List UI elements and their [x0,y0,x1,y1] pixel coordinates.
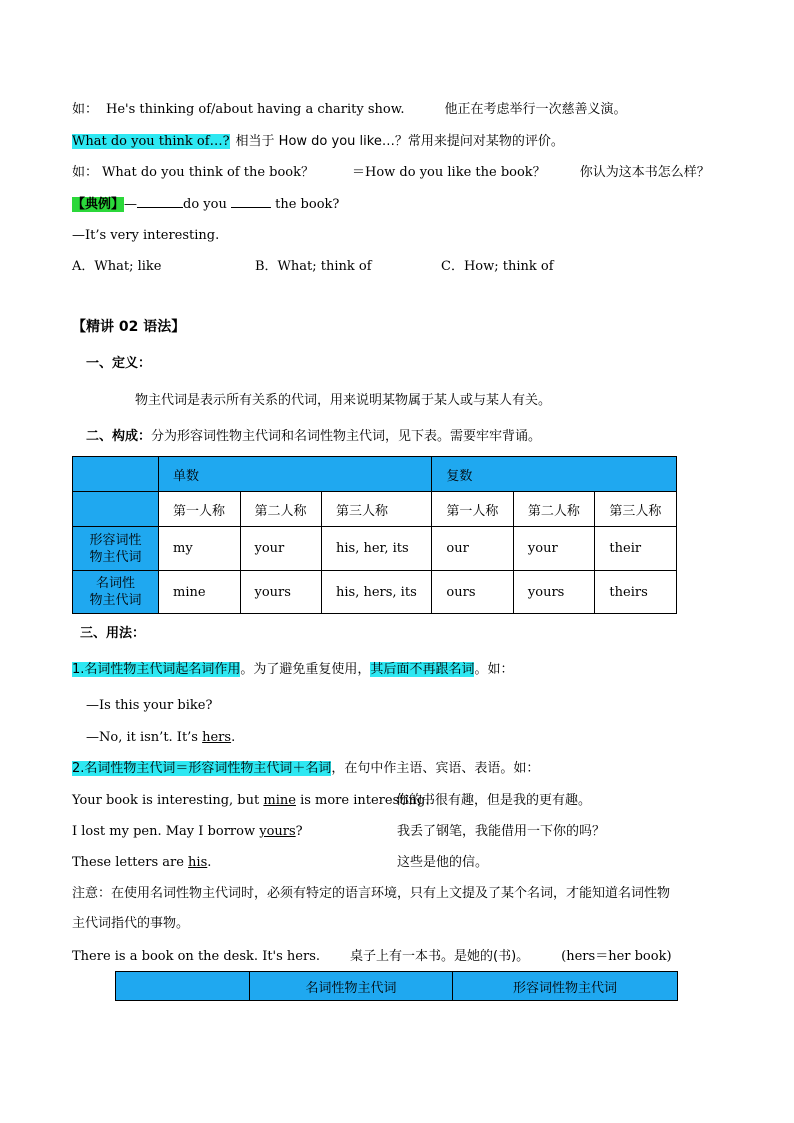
rule-text: ，在句中作主语、宾语、表语。如： [331,761,540,776]
corner-cell [116,972,250,1001]
chinese-translation: 桌子上有一本书。是她的(书)。 [350,949,530,964]
rule-highlight: 2.名词性物主代词＝形容词性物主代词＋名词 [72,761,332,776]
person-header: 第一人称 [432,492,514,527]
label-part: 形容词性 [89,532,142,548]
table-cell: yours [240,571,322,614]
example-line-3 [72,164,710,182]
plural-header: 复数 [432,457,677,492]
example-text: These letters are [72,855,189,870]
chinese-translation: 我丢了钢笔，我能借用一下你的吗？ [397,824,606,839]
example-text: . [207,855,212,870]
example-text: I lost my pen. May I borrow [72,824,260,839]
definition-text: 物主代词是表示所有关系的代词，用来说明某物属于某人或与某人有关。 [135,393,552,408]
corner-cell [73,457,159,492]
example-line-1 [72,101,626,119]
definition-label: 一、定义： [86,356,152,371]
prefix: 如： [72,102,99,117]
option-c: C．How; think of [441,259,554,274]
note-line-2: 主代词指代的事物。 [72,916,190,931]
adjective-pronoun-header: 形容词性物主代词 [453,972,678,1001]
noun-row [73,571,677,614]
table-cell: his, her, its [322,527,432,571]
example-line-2 [72,133,564,151]
example-tag: 【典例】 [72,197,125,212]
equivalent-question: ＝How do you like the book？ [352,165,546,180]
example-text: There is a book on the desk. It's hers. [72,949,321,964]
rule-text: 。如： [474,662,514,677]
table-cell: your [513,527,595,571]
example-text: Your book is interesting, but [72,793,264,808]
table-cell: theirs [595,571,677,614]
rule-highlight: 1.名词性物主代词起名词作用 [72,662,241,677]
singular-header: 单数 [159,457,432,492]
adjective-row [73,527,677,571]
label-part: 物主代词 [89,593,142,608]
person-header: 第三人称 [595,492,677,527]
person-header: 第二人称 [513,492,595,527]
label-part: 名词性 [95,576,135,591]
table-cell: yours [513,571,595,614]
english-sentence: He's thinking of/about having a charity show. [106,102,405,117]
row-label-adjective [73,527,159,571]
example-text: is more interesting. [295,793,430,808]
highlight-phrase: What do you think of…? [72,134,230,149]
example-4 [72,948,672,966]
chinese-translation: 他正在考虑举行一次慈善义演。 [444,102,627,117]
comparison-header-row [116,972,678,1001]
table-cell: their [595,527,677,571]
english-question: What do you think of the book？ [102,165,314,180]
usage-rule-1 [72,661,513,679]
chinese-translation: 你认为这本书怎么样？ [579,165,710,180]
chinese-translation: 这些是他的信。 [397,855,489,870]
underlined-word: yours [259,824,296,839]
chinese-translation: 你的书很有趣，但是我的更有趣。 [396,793,592,808]
table-cell: my [159,527,241,571]
noun-pronoun-header: 名词性物主代词 [250,972,453,1001]
table-cell: our [432,527,514,571]
table-cell: mine [159,571,241,614]
option-b: B．What; think of [255,259,372,274]
usage-heading: 三、用法： [80,626,146,641]
explanation: 相当于 How do you like…？常用来提问对某物的评价。 [235,134,564,149]
question-mid: do you [183,197,227,212]
option-a: A．What; like [72,259,162,274]
person-header: 第三人称 [322,492,432,527]
question-end: the book? [275,197,340,212]
rule-highlight: 不再跟名词 [409,662,475,677]
formation-label: 二、构成： [86,429,152,444]
dialog-answer [86,729,235,747]
table-cell: his, hers, its [322,571,432,614]
answer-line: —It’s very interesting. [72,228,220,243]
dialog-question: —Is this your bike? [86,698,213,713]
example-text: ? [295,824,303,839]
formation-text: 分为形容词性物主代词和名词性物主代词，见下表。需要牢牢背诵。 [151,429,542,444]
person-header: 第一人称 [159,492,241,527]
table-header-row [73,457,677,492]
rule-highlight: 其后面 [370,662,410,677]
pronoun-table [72,456,677,614]
example-2 [72,823,606,841]
table-cell: ours [432,571,514,614]
person-row [73,492,677,527]
blank-1 [137,195,183,208]
row-label-noun [73,571,159,614]
table-cell: your [240,527,322,571]
label-part: 物主代词 [89,549,142,565]
equivalence-note: (hers＝her book) [561,949,672,964]
comparison-table [115,971,678,1001]
prefix: 如： [72,165,99,180]
corner-cell-2 [73,492,159,527]
answer-text: —No, it isn’t. It’s [86,730,203,745]
example-1 [72,792,592,810]
options-line [72,258,554,276]
blank-2 [231,195,271,208]
underlined-word: his [188,855,208,870]
underlined-word: hers [202,730,232,745]
dash: — [124,197,138,212]
note-line-1: 注意：在使用名词性物主代词时，必须有特定的语言环境，只有上文提及了某个名词，才能知道名词性物 [72,886,671,901]
person-header: 第二人称 [240,492,322,527]
answer-text: . [231,730,236,745]
rule-text: 。为了避免重复使用， [240,662,371,677]
underlined-word: mine [263,793,296,808]
definition-heading [86,355,151,373]
formation-line [86,428,541,446]
example-3 [72,854,489,872]
typical-example [72,195,339,214]
section-title: 【精讲 02 语法】 [72,319,186,335]
usage-rule-2 [72,760,539,778]
